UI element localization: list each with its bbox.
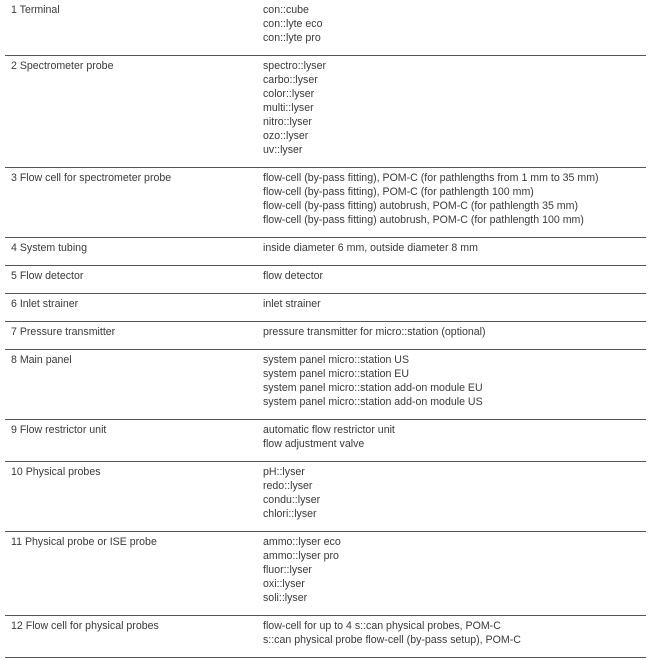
table-row	[5, 462, 646, 532]
table-row	[5, 56, 646, 168]
component-items	[263, 350, 646, 419]
component-label: 6 Inlet strainer	[11, 298, 79, 310]
component-items	[263, 462, 646, 531]
component-item: system panel micro::station US	[263, 354, 410, 366]
component-items	[263, 616, 646, 657]
component-item: flow-cell for up to 4 s::can physical probes, POM-C	[263, 620, 501, 632]
component-item: inlet strainer	[263, 298, 321, 310]
component-items	[263, 322, 646, 349]
table-row	[5, 350, 646, 420]
component-item: system panel micro::station add-on module US	[263, 396, 483, 408]
component-item: oxi::lyser	[263, 578, 305, 590]
component-label: 2 Spectrometer probe	[11, 60, 114, 72]
component-item: ammo::lyser eco	[263, 536, 341, 548]
component-label: 11 Physical probe or ISE probe	[11, 536, 157, 548]
component-item: inside diameter 6 mm, outside diameter 8 mm	[263, 242, 478, 254]
component-label: 3 Flow cell for spectrometer probe	[11, 172, 172, 184]
table-row	[5, 266, 646, 294]
table-row	[5, 294, 646, 322]
component-item: uv::lyser	[263, 144, 303, 156]
component-item: carbo::lyser	[263, 74, 318, 86]
component-label: 1 Terminal	[11, 4, 60, 16]
component-item: s::can physical probe flow-cell (by-pass setup), POM-C	[263, 634, 521, 646]
component-item: fluor::lyser	[263, 564, 312, 576]
table-row	[5, 168, 646, 238]
component-item: color::lyser	[263, 88, 315, 100]
component-label: 7 Pressure transmitter	[11, 326, 116, 338]
component-label: 5 Flow detector	[11, 270, 84, 282]
component-items	[263, 168, 646, 237]
component-item: ammo::lyser pro	[263, 550, 339, 562]
table-row	[5, 616, 646, 658]
component-item: pH::lyser	[263, 466, 305, 478]
component-label: 12 Flow cell for physical probes	[11, 620, 159, 632]
component-items	[263, 420, 646, 461]
component-item: ozo::lyser	[263, 130, 309, 142]
component-item: condu::lyser	[263, 494, 321, 506]
component-items	[263, 532, 646, 615]
component-items	[263, 56, 646, 167]
table-row	[5, 0, 646, 56]
component-item: con::lyte eco	[263, 18, 323, 30]
component-item: spectro::lyser	[263, 60, 326, 72]
table-row	[5, 420, 646, 462]
table-row	[5, 238, 646, 266]
component-item: system panel micro::station EU	[263, 368, 410, 380]
component-item: multi::lyser	[263, 102, 314, 114]
component-item: nitro::lyser	[263, 116, 312, 128]
component-item: flow-cell (by-pass fitting), POM-C (for pathlengths from 1 mm to 35 mm)	[263, 172, 599, 184]
component-items	[263, 294, 646, 321]
component-item: flow-cell (by-pass fitting) autobrush, POM-C (for pathlength 100 mm)	[263, 214, 584, 226]
table-row	[5, 532, 646, 616]
component-item: pressure transmitter for micro::station (optional)	[263, 326, 486, 338]
component-item: flow-cell (by-pass fitting) autobrush, POM-C (for pathlength 35 mm)	[263, 200, 578, 212]
component-label: 4 System tubing	[11, 242, 87, 254]
component-item: system panel micro::station add-on module EU	[263, 382, 483, 394]
component-label: 9 Flow restrictor unit	[11, 424, 107, 436]
component-items	[263, 0, 646, 55]
component-item: con::lyte pro	[263, 32, 321, 44]
component-item: redo::lyser	[263, 480, 313, 492]
component-items	[263, 238, 646, 265]
component-item: con::cube	[263, 4, 309, 16]
component-item: chlori::lyser	[263, 508, 317, 520]
component-item: flow-cell (by-pass fitting), POM-C (for pathlength 100 mm)	[263, 186, 534, 198]
component-label: 8 Main panel	[11, 354, 72, 366]
table-row	[5, 322, 646, 350]
component-item: automatic flow restrictor unit	[263, 424, 395, 436]
component-item: soli::lyser	[263, 592, 308, 604]
component-item: flow adjustment valve	[263, 438, 365, 450]
component-table	[5, 0, 646, 658]
component-item: flow detector	[263, 270, 324, 282]
component-items	[263, 266, 646, 293]
component-label: 10 Physical probes	[11, 466, 101, 478]
